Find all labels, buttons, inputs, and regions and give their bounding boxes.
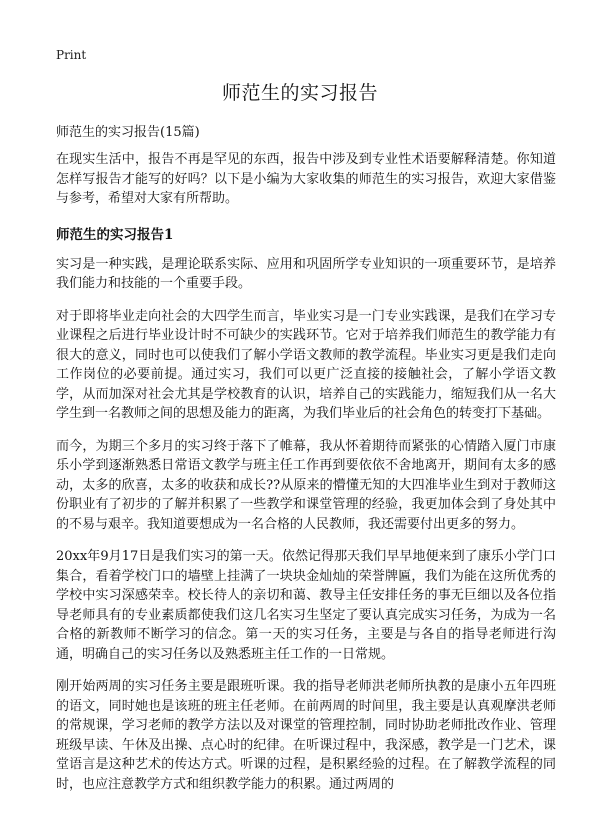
document-body bbox=[56, 150, 556, 807]
intro-paragraph: 在现实生活中，报告不再是罕见的东西，报告中涉及到专业性术语要解释清楚。你知道怎样写报告才能写的好吗？以下是小编为大家收集的师范生的实习报告，欢迎大家借鉴与参考，希望对大家有所帮助。 bbox=[56, 152, 556, 206]
body-paragraph: 刚开始两周的实习任务主要是跟班听课。我的指导老师洪老师所执教的是康小五年四班的语文，同时她也是该班的班主任老师。在前两周的时间里，我主要是认真观摩洪老师的常规课，学习老师的教学方法以及对课堂的管理控制，同时协助老师批改作业、管理班级早读、午休及出操、点心时的纪律。在听课过程中，我深感，教学是一门艺术，课堂语言是这种艺术的传达方式。听课的过程，是积累经验的过程。在了解教学流程的同时，也应注意教学方式和组织教学能力的积累。通过两周的 bbox=[56, 679, 556, 792]
page-title: 师范生的实习报告 bbox=[221, 82, 378, 104]
body-paragraph: 实习是一种实践，是理论联系实际、应用和巩固所学专业知识的一项重要环节，是培养我们能力和技能的一个重要手段。 bbox=[56, 256, 556, 291]
body-paragraph: 而今，为期三个多月的实习终于落下了帷幕，我从怀着期待而紧张的心情踏入厦门市康乐小学到逐渐熟悉日常语文教学与班主任工作再到要依依不舍地离开，期间有太多的感动，太多的欣喜，太多的收获和成长??从原来的懵懂无知的大四准毕业生到对于教师这份职业有了初步的了解并积累了一些教学和课堂管理的经验，我更加体会到了身处其中的不易与艰辛。我知道要想成为一名合格的人民教师，我还需要付出更多的努力。 bbox=[56, 438, 556, 532]
body-paragraph: 对于即将毕业走向社会的大四学生而言，毕业实习是一门专业实践课，是我们在学习专业课程之后进行毕业设计时不可缺少的实践环节。它对于培养我们师范生的教学能力有很大的意义，同时也可以使我们了解小学语文教师的教学流程。毕业实习更是我们走向工作岗位的必要前提。通过实习，我们可以更广泛直接的接触社会，了解小学语文教学，从而加深对社会尤其是学校教育的认识，培养自己的实践能力，缩短我们从一名大学生到一名教师之间的思想及能力的距离，为我们毕业后的社会角色的转变打下基础。 bbox=[56, 308, 556, 421]
print-link[interactable]: Print bbox=[56, 48, 87, 62]
section-heading: 师范生的实习报告1 bbox=[56, 226, 174, 243]
document-subtitle: 师范生的实习报告(15篇) bbox=[56, 125, 200, 140]
body-paragraph: 20xx年9月17日是我们实习的第一天。依然记得那天我们早早地便来到了康乐小学门口集合，看着学校门口的墙壁上挂满了一块块金灿灿的荣誉牌匾，我们为能在这所优秀的学校中实习深感荣幸。校长待人的亲切和蔼、教导主任安排任务的事无巨细以及各位指导老师具有的专业素质都使我们这几名实习生坚定了要认真完成实习任务，为成为一名合格的新教师不断学习的信念。第一天的实习任务，主要是与各自的指导老师进行沟通，明确自己的实习任务以及熟悉班主任工作的一日常规。 bbox=[56, 549, 556, 662]
